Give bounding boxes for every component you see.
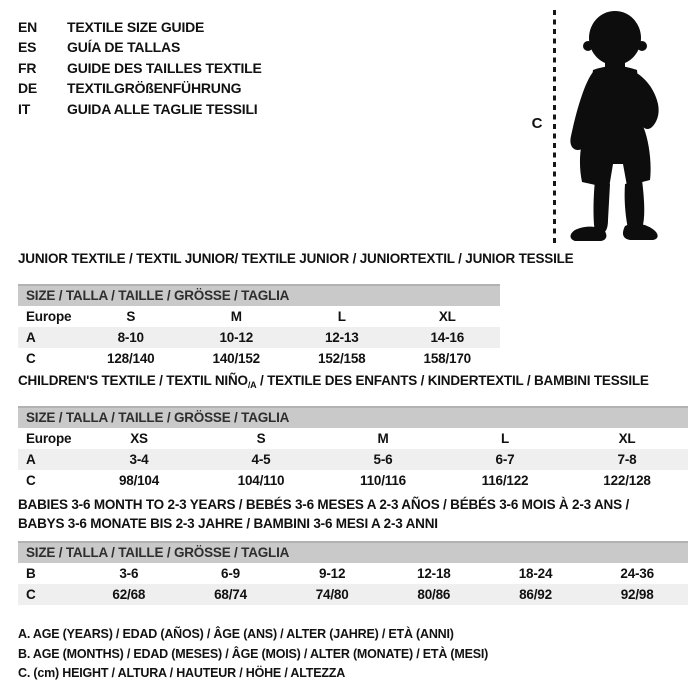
row-label: C [26, 351, 36, 366]
age-cell: 6-9 [221, 566, 240, 581]
language-title: GUIDA ALLE TAGLIE TESSILI [67, 100, 258, 117]
age-cell: 12-13 [324, 330, 359, 345]
language-title: GUÍA DE TALLAS [67, 39, 181, 56]
table-row-europe [18, 306, 500, 327]
language-title: TEXTILE SIZE GUIDE [67, 19, 205, 35]
children-title-suffix: / TEXTILE DES ENFANTS / KINDERTEXTIL / BAMBINI TESSILE [256, 373, 649, 388]
children-title-subscript: /A [247, 380, 257, 390]
row-label: A [26, 452, 36, 467]
age-cell: 7-8 [617, 452, 637, 467]
age-cell: 10-12 [219, 330, 254, 345]
age-cell: 6-7 [495, 452, 515, 467]
size-cell: XL [618, 431, 636, 446]
language-row-en [18, 17, 262, 37]
language-title: GUIDE DES TAILLES TEXTILE [67, 59, 262, 76]
table-row-europe [18, 428, 688, 449]
age-cell: 5-6 [373, 452, 393, 467]
size-cell: M [377, 431, 389, 446]
junior-size-table [18, 284, 500, 369]
table-row-height [18, 470, 688, 491]
height-cell: 62/68 [112, 587, 146, 602]
size-cell: L [500, 431, 510, 446]
height-cell: 116/122 [481, 473, 529, 488]
table-row-age-months [18, 563, 688, 584]
height-cell: 140/152 [212, 351, 260, 366]
babies-section-title [18, 495, 629, 533]
junior-section-title: JUNIOR TEXTILE / TEXTIL JUNIOR/ TEXTILE JUNIOR / JUNIORTEXTIL / JUNIOR TESSILE [18, 251, 574, 266]
children-section-title [18, 373, 649, 390]
language-row-fr [18, 58, 262, 78]
height-cell: 122/128 [603, 473, 651, 488]
language-code: EN [18, 19, 38, 35]
language-code: IT [18, 100, 31, 117]
height-measure-line [553, 10, 556, 243]
size-header-bar: SIZE / TALLA / TAILLE / GRÖSSE / TAGLIA [18, 284, 500, 306]
table-row-height [18, 584, 688, 605]
note-age-months: B. AGE (MONTHS) / EDAD (MESES) / ÂGE (MOIS) / ALTER (MONATE) / ETÀ (MESI) [18, 646, 489, 661]
height-cell: 110/116 [360, 473, 406, 488]
language-title: TEXTILGRÖßENFÜHRUNG [67, 80, 242, 97]
height-cell: 128/140 [107, 351, 155, 366]
height-cell: 92/98 [620, 587, 654, 602]
size-header-bar: SIZE / TALLA / TAILLE / GRÖSSE / TAGLIA [18, 406, 688, 428]
size-cell: S [126, 309, 136, 324]
legend-notes [18, 625, 488, 684]
babies-title-line2: BABYS 3-6 MONATE BIS 2-3 JAHRE / BAMBINI 3-6 MESI A 2-3 ANNI [18, 516, 438, 531]
height-cell: 98/104 [118, 473, 160, 488]
age-cell: 14-16 [430, 330, 465, 345]
language-row-es [18, 37, 262, 57]
babies-size-table [18, 541, 688, 605]
height-measure-label: C [531, 115, 543, 132]
size-cell: L [337, 309, 346, 324]
size-cell: S [256, 431, 266, 446]
height-cell: 74/80 [315, 587, 349, 602]
row-label: B [26, 566, 36, 581]
size-header-bar: SIZE / TALLA / TAILLE / GRÖSSE / TAGLIA [18, 541, 688, 563]
age-cell: 8-10 [117, 330, 144, 345]
age-cell: 4-5 [251, 452, 271, 467]
note-height-cm: C. (cm) HEIGHT / ALTURA / HAUTEUR / HÖHE / ALTEZZA [18, 666, 346, 680]
height-cell: 104/110 [237, 473, 285, 488]
age-cell: 18-24 [518, 566, 553, 581]
children-size-table [18, 406, 688, 491]
height-cell: 86/92 [519, 587, 552, 602]
height-figure [520, 0, 700, 256]
size-cell: XS [130, 431, 148, 446]
age-cell: 24-36 [620, 566, 654, 581]
row-label: C [26, 473, 36, 488]
language-code: DE [18, 80, 38, 97]
language-code: ES [18, 39, 37, 56]
height-cell: 152/158 [318, 351, 366, 366]
language-code: FR [18, 59, 37, 76]
table-row-age [18, 327, 500, 348]
age-cell: 12-18 [417, 566, 451, 581]
children-title-prefix: CHILDREN'S TEXTILE / TEXTIL NIÑO [18, 373, 248, 388]
language-list [18, 17, 262, 119]
table-row-age [18, 449, 688, 470]
size-cell: M [230, 309, 242, 324]
height-cell: 158/170 [423, 351, 471, 366]
row-label: C [26, 587, 36, 602]
row-label: Europe [26, 309, 72, 324]
age-cell: 3-6 [119, 566, 139, 581]
table-row-height [18, 348, 500, 369]
age-cell: 9-12 [319, 566, 346, 581]
height-cell: 80/86 [417, 587, 451, 602]
age-cell: 3-4 [129, 452, 149, 467]
note-age-years: A. AGE (YEARS) / EDAD (AÑOS) / ÂGE (ANS) / ALTER (JAHRE) / ETÀ (ANNI) [18, 627, 454, 641]
row-label: A [26, 330, 36, 345]
language-row-it [18, 99, 262, 119]
toddler-silhouette-icon [563, 8, 667, 246]
height-cell: 68/74 [214, 587, 247, 602]
row-label: Europe [26, 431, 72, 446]
size-cell: XL [438, 309, 456, 324]
language-row-de [18, 78, 262, 98]
babies-title-line1: BABIES 3-6 MONTH TO 2-3 YEARS / BEBÉS 3-6 MESES A 2-3 AÑOS / BÉBÉS 3-6 MOIS À 2-3 ANS / [18, 497, 629, 512]
